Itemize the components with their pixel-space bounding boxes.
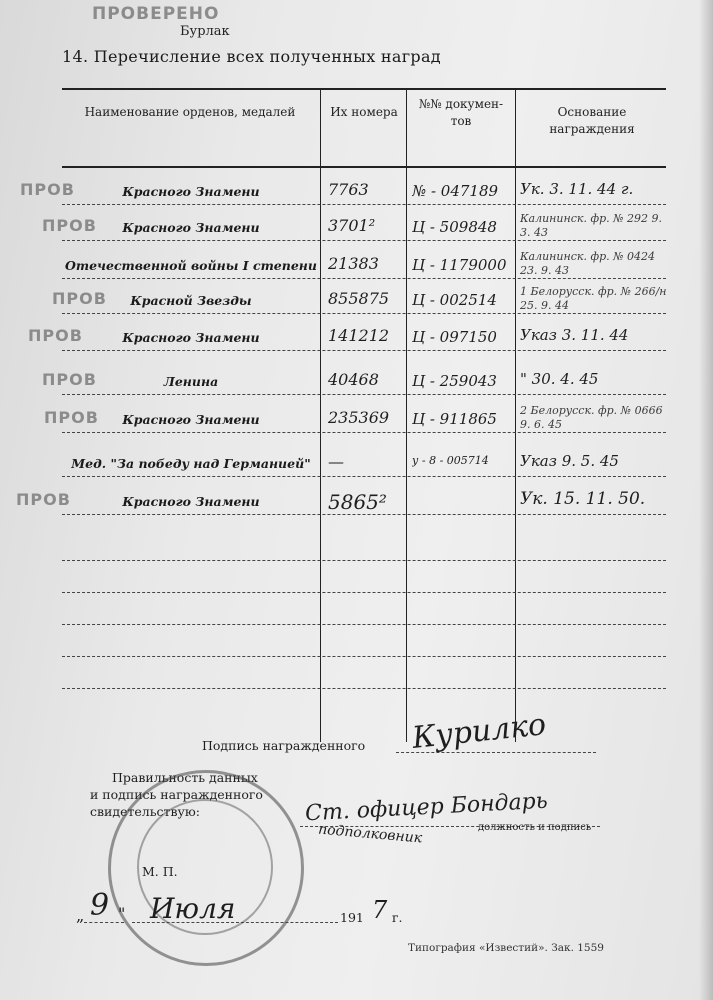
document-number: Ц - 097150: [412, 328, 497, 346]
row-verified-stamp: ПРОВ: [44, 408, 99, 427]
printer-footer: Типография «Известий». Зак. 1559: [408, 942, 604, 954]
award-name: Отечественной войны I степени: [64, 258, 317, 273]
award-basis: Ук. 15. 11. 50.: [520, 489, 646, 509]
row-verified-stamp: ПРОВ: [42, 216, 97, 235]
row-rule: [62, 514, 666, 515]
document-number: Ц - 002514: [412, 291, 497, 309]
recipient-signature-label: Подпись награжденного: [202, 738, 366, 753]
empty-row-rule: [62, 560, 666, 561]
document-number: у - 8 - 005714: [412, 454, 489, 467]
date-year-g: г.: [392, 910, 403, 925]
row-rule: [62, 476, 666, 477]
award-basis: 2 Белорусск. фр. № 0666 9. 6. 45: [520, 404, 663, 431]
verifier-rank: подполковник: [317, 821, 423, 847]
row-verified-stamp: ПРОВ: [28, 326, 83, 345]
row-rule: [62, 240, 666, 241]
award-name: Красного Знамени: [122, 494, 260, 509]
award-basis: Калининск. фр. № 292 9. 3. 43: [520, 212, 662, 239]
date-month-line: [132, 922, 338, 923]
award-name: Ленина: [163, 374, 219, 389]
award-name: Красного Знамени: [122, 412, 260, 427]
table-header-rule: [62, 166, 666, 168]
column-divider-1: [320, 88, 321, 742]
award-basis: " 30. 4. 45: [520, 370, 599, 388]
verifier-signature: Ст. офицер Бондарь: [304, 788, 549, 827]
document-number: Ц - 509848: [412, 218, 497, 236]
award-basis: Ук. 3. 11. 44 г.: [520, 180, 634, 198]
award-number: 235369: [328, 408, 390, 427]
official-seal: [108, 770, 304, 966]
award-name: Красного Знамени: [122, 330, 260, 345]
document-number: Ц - 911865: [412, 410, 497, 428]
column-header-number: Их номера: [330, 105, 398, 119]
verified-stamp-top: ПРОВЕРЕНО: [92, 4, 220, 24]
surname-label: Бурлак: [180, 24, 230, 39]
seal-place-label: М. П.: [142, 864, 178, 879]
row-verified-stamp: ПРОВ: [42, 370, 97, 389]
award-number: —: [328, 452, 344, 471]
empty-row-rule: [62, 592, 666, 593]
column-header-name: Наименование орденов, медалей: [84, 105, 296, 119]
empty-row-rule: [62, 624, 666, 625]
verify-label-line1: Правильность данных: [112, 770, 258, 785]
award-basis: Указ 9. 5. 45: [520, 452, 619, 470]
award-name: Красного Знамени: [122, 184, 260, 199]
award-basis: Указ 3. 11. 44: [520, 326, 629, 344]
document-number: № - 047189: [412, 182, 499, 200]
row-verified-stamp: ПРОВ: [20, 180, 75, 199]
row-rule: [62, 394, 666, 395]
recipient-signature: Курилко: [410, 707, 548, 756]
award-number: 7763: [328, 180, 369, 199]
column-header-documents: №№ докумен-тов: [418, 97, 504, 128]
verify-label-line2: и подпись награжденного: [90, 787, 263, 802]
document-number: Ц - 1179000: [412, 256, 507, 274]
date-year-suffix: 7: [372, 896, 388, 924]
row-rule: [62, 278, 666, 279]
award-number: 5865²: [328, 490, 387, 514]
award-name: Мед. "За победу над Германией": [71, 456, 311, 471]
date-quote-open: „: [76, 906, 85, 925]
row-rule: [62, 313, 666, 314]
date-year-prefix: 191: [340, 910, 364, 925]
row-rule: [62, 204, 666, 205]
row-rule: [62, 350, 666, 351]
verify-label-line3: свидетельствую:: [90, 804, 200, 819]
award-number: 40468: [328, 370, 379, 389]
column-divider-2: [406, 88, 407, 742]
date-day: 9: [90, 888, 110, 923]
page-edge-shadow: [699, 0, 713, 1000]
section-title: 14. Перечисление всех полученных наград: [62, 47, 441, 66]
award-name: Красного Знамени: [122, 220, 260, 235]
table-top-rule: [62, 88, 666, 90]
row-rule: [62, 432, 666, 433]
award-basis: Калининск. фр. № 0424 23. 9. 43: [520, 250, 656, 277]
date-month: Июля: [150, 892, 236, 925]
document-number: Ц - 259043: [412, 372, 497, 390]
column-header-basis: Основание награждения: [549, 105, 635, 136]
date-day-line: [84, 922, 124, 923]
empty-row-rule: [62, 656, 666, 657]
award-number: 141212: [328, 326, 390, 345]
award-name: Красной Звезды: [130, 293, 252, 308]
row-verified-stamp: ПРОВ: [16, 490, 71, 509]
empty-row-rule: [62, 688, 666, 689]
date-quote-close: ": [118, 904, 126, 923]
row-verified-stamp: ПРОВ: [52, 289, 107, 308]
award-number: 21383: [328, 254, 379, 273]
position-caption: должность и подпись: [478, 822, 592, 833]
award-number: 3701²: [328, 216, 376, 235]
award-basis: 1 Белорусск. фр. № 266/н 25. 9. 44: [520, 285, 667, 312]
award-number: 855875: [328, 289, 390, 308]
